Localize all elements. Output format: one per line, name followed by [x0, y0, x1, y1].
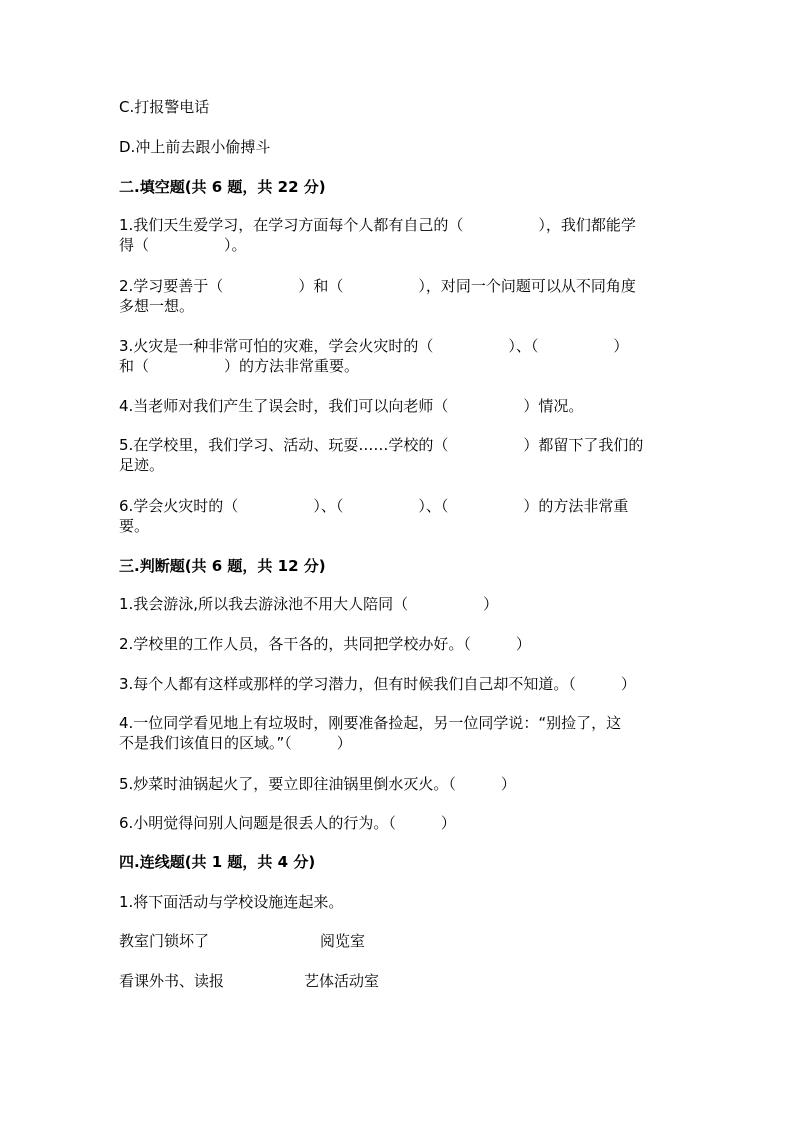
fill-q5-line2: 足迹。 [119, 456, 165, 474]
tf-q3: 3.每个人都有这样或那样的学习潜力，但有时候我们自己却不知道。（ ） [119, 675, 636, 693]
tf-q5: 5.炒菜时油锅起火了，要立即往油锅里倒水灭火。（ ） [119, 775, 516, 793]
matching-left-2: 看课外书、读报 [119, 972, 225, 990]
tf-q4-line1: 4.一位同学看见地上有垃圾时，刚要准备捡起，另一位同学说：“别捡了，这 [119, 714, 622, 732]
option-d: D.冲上前去跟小偷搏斗 [119, 138, 271, 156]
fill-q6-line1: 6.学会火灾时的（ ）、（ ）、（ ）的方法非常重 [119, 497, 629, 515]
matching-right-1: 阅览室 [320, 932, 366, 950]
fill-q2-line2: 多想一想。 [119, 297, 195, 315]
section-heading-fill-blank: 二.填空题(共 6 题，共 22 分) [119, 178, 326, 196]
section-heading-true-false: 三.判断题(共 6 题，共 12 分) [119, 557, 326, 575]
matching-left-1: 教室门锁坏了 [119, 932, 210, 950]
fill-q1-line1: 1.我们天生爱学习，在学习方面每个人都有自己的（ ），我们都能学 [119, 216, 636, 234]
tf-q6: 6.小明觉得问别人问题是很丢人的行为。（ ） [119, 814, 456, 832]
fill-q3-line1: 3.火灾是一种非常可怕的灾难，学会火灾时的（ ）、（ ） [119, 337, 629, 355]
fill-q4: 4.当老师对我们产生了误会时，我们可以向老师（ ）情况。 [119, 397, 584, 415]
section-heading-matching: 四.连线题(共 1 题，共 4 分) [119, 853, 316, 871]
tf-q4-line2: 不是我们该值日的区域。”（ ） [119, 734, 352, 752]
matching-q1: 1.将下面活动与学校设施连起来。 [119, 893, 344, 911]
fill-q5-line1: 5.在学校里，我们学习、活动、玩耍……学校的（ ）都留下了我们的 [119, 436, 644, 454]
fill-q3-line2: 和（ ）的方法非常重要。 [119, 357, 360, 375]
option-c: C.打报警电话 [119, 98, 210, 116]
fill-q1-line2: 得（ ）。 [119, 236, 247, 254]
tf-q1: 1.我会游泳,所以我去游泳池不用大人陪同（ ） [119, 595, 499, 613]
fill-q2-line1: 2.学习要善于（ ）和（ ），对同一个问题可以从不同角度 [119, 277, 636, 295]
fill-q6-line2: 要。 [119, 517, 150, 535]
matching-right-2: 艺体活动室 [304, 972, 380, 990]
tf-q2: 2.学校里的工作人员，各干各的，共同把学校办好。（ ） [119, 635, 531, 653]
